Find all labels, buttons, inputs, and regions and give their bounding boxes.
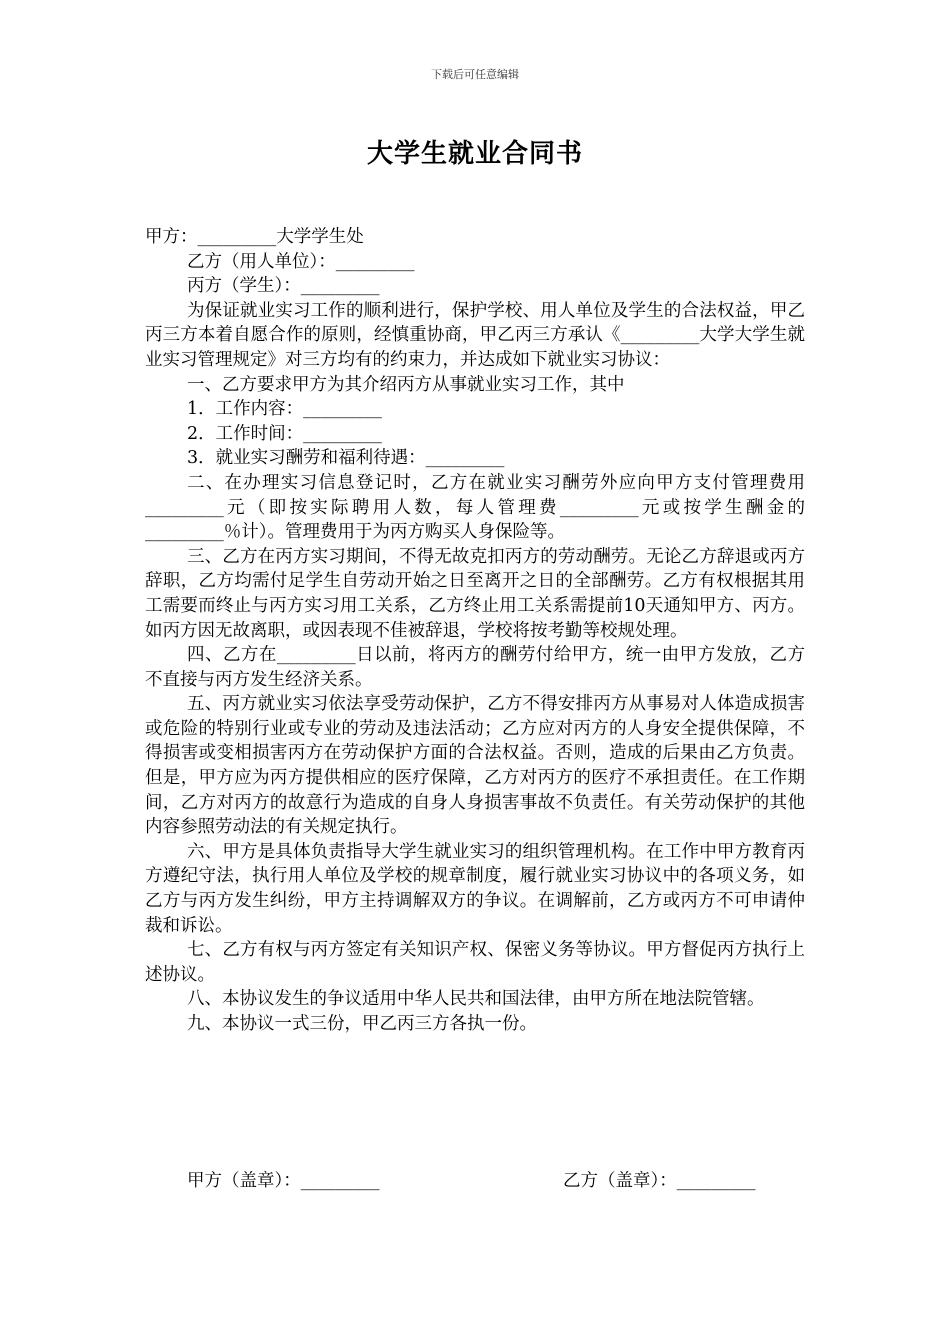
clause-7: 七、乙方有权与丙方签定有关知识产权、保密义务等协议。甲方督促丙方执行上述协议。 (145, 940, 805, 985)
clause-1-item-3: 3．就业实习酬劳和福利待遇：_________ (187, 448, 505, 469)
party-b-signature: 乙方（盖章）：_________ (563, 1171, 756, 1191)
document-body (145, 225, 805, 1037)
party-b-line: 乙方（用人单位）：_________ (187, 251, 415, 272)
clause-5: 五、丙方就业实习依法享受劳动保护，乙方不得安排丙方从事易对人体造成损害或危险的特别行业或专业的劳动及违法活动；乙方应对丙方的人身安全提供保障，不得损害或变相损害丙方在劳动保护方面的合法权益。否则，造成的后果由乙方负责。但是，甲方应为丙方提供相应的医疗保障，乙方对丙方的医疗不承担责任。在工作期间，乙方对丙方的故意行为造成的自身人身损害事故不负责任。有关劳动保护的其他内容参照劳动法的有关规定执行。 (145, 694, 805, 838)
clause-4: 四、乙方在_________日以前，将丙方的酬劳付给甲方，统一由甲方发放，乙方不直接与丙方发生经济关系。 (145, 645, 805, 690)
clause-9: 九、本协议一式三份，甲乙丙三方各执一份。 (187, 1014, 537, 1034)
clause-2: 二、在办理实习信息登记时，乙方在就业实习酬劳外应向甲方支付管理费用_________元（即按实际聘用人数，每人管理费_________元或按学生酬金的_________％计）。管理费用于为丙方购买人身保险等。 (145, 472, 805, 543)
preamble-paragraph: 为保证就业实习工作的顺利进行，保护学校、用人单位及学生的合法权益，甲乙丙三方本着自愿合作的原则，经慎重协商，甲乙丙三方承认《_________大学大学生就业实习管理规定》对三方均有的约束力，并达成如下就业实习协议： (145, 300, 805, 370)
clause-6: 六、甲方是具体负责指导大学生就业实习的组织管理机构。在工作中甲方教育丙方遵纪守法，执行用人单位及学校的规章制度，履行就业实习协议中的各项义务，如乙方与丙方发生纠纷，甲方主持调解双方的争议。在调解前，乙方或丙方不可申请仲裁和诉讼。 (145, 841, 805, 936)
clause-1-item-2: 2．工作时间：_________ (187, 423, 382, 444)
party-c-line: 丙方（学生）：_________ (187, 276, 380, 297)
header-note: 下载后可任意编辑 (431, 68, 519, 81)
party-a-signature: 甲方（盖章）：_________ (187, 1171, 380, 1191)
clause-3: 三、乙方在丙方实习期间，不得无故克扣丙方的劳动酬劳。无论乙方辞退或丙方辞职，乙方均需付足学生自劳动开始之日至离开之日的全部酬劳。乙方有权根据其用工需要而终止与丙方实习用工关系，乙方终止用工关系需提前10天通知甲方、丙方。如丙方因无故离职，或因表现不佳被辞退，学校将按考勤等校规处理。 (145, 546, 805, 641)
clause-1-item-1: 1．工作内容：_________ (187, 399, 382, 420)
document-title: 大学生就业合同书 (366, 139, 583, 169)
clause-8: 八、本协议发生的争议适用中华人民共和国法律，由甲方所在地法院管辖。 (187, 989, 765, 1010)
party-a-line: 甲方：_________大学学生处 (145, 227, 364, 247)
clause-1: 一、乙方要求甲方为其介绍丙方从事就业实习工作，其中 (187, 374, 625, 395)
